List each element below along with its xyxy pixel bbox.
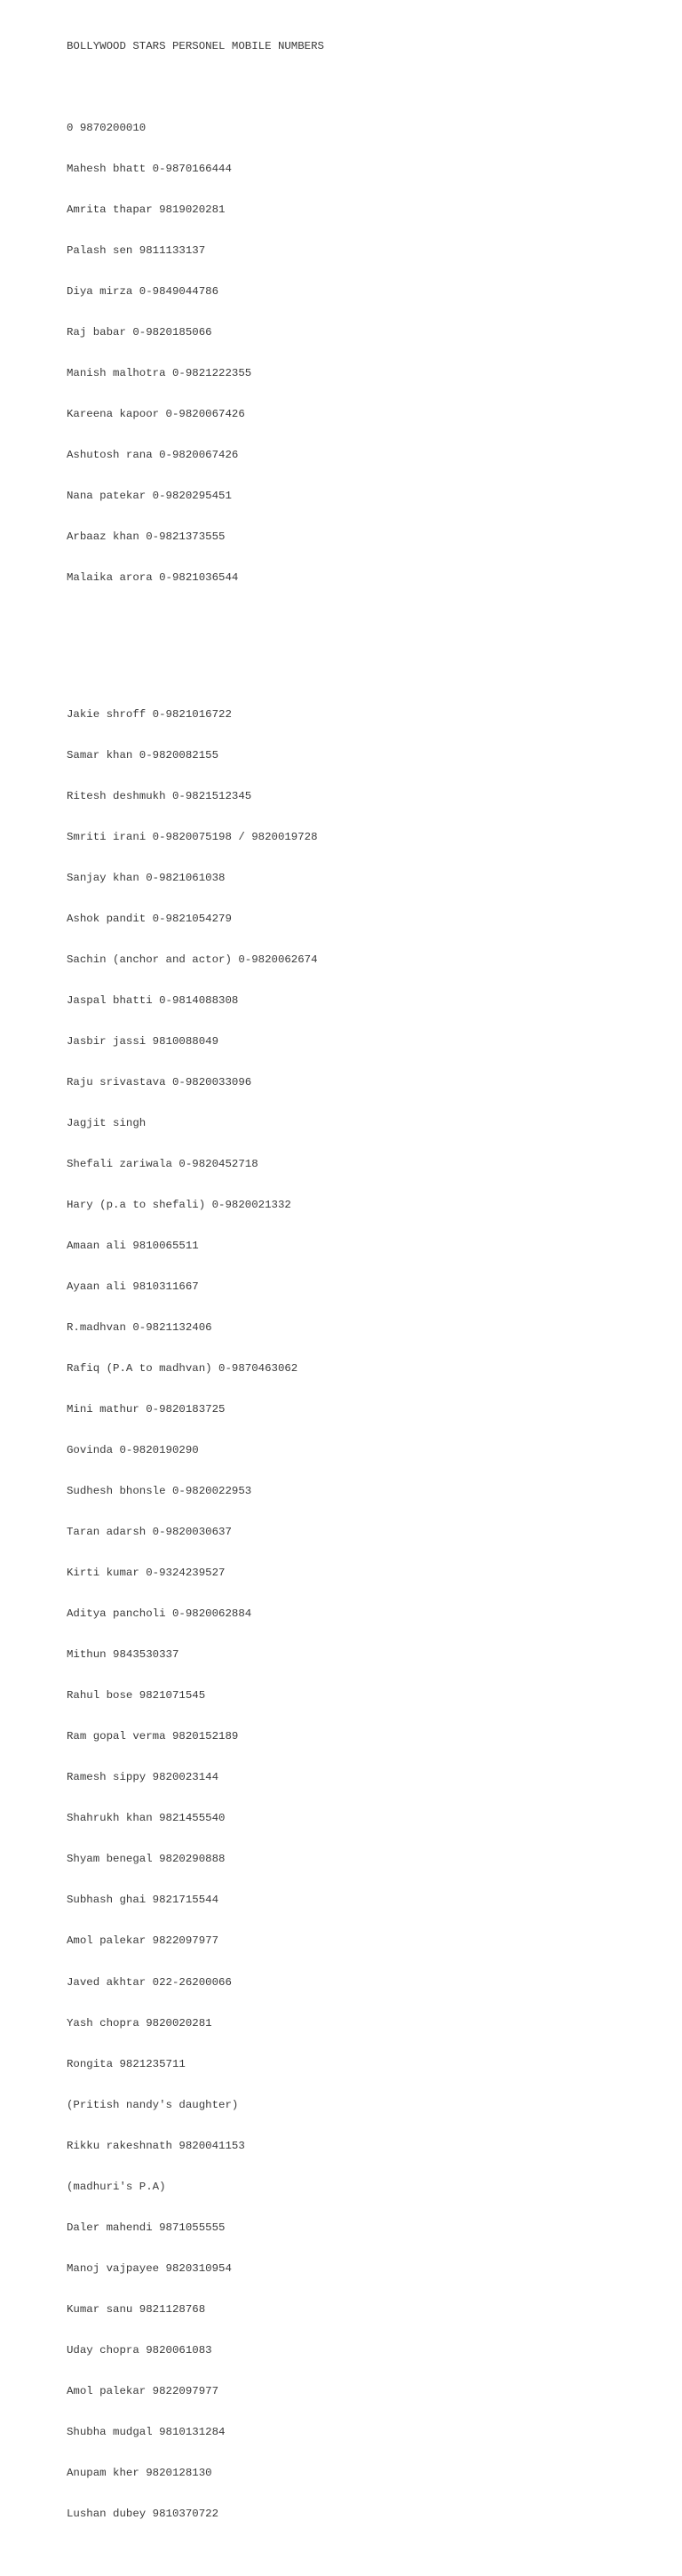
contact-line: Manoj vajpayee 9820310954 (67, 2261, 232, 2275)
contact-line: Shubha mudgal 9810131284 (67, 2425, 226, 2438)
contact-line: Smriti irani 0-9820075198 / 9820019728 (67, 830, 318, 843)
contact-line: Jakie shroff 0-9821016722 (67, 707, 232, 721)
contact-line: Sachin (anchor and actor) 0-9820062674 (67, 953, 318, 966)
contact-line: Ayaan ali 9810311667 (67, 1280, 199, 1293)
contact-line: Lushan dubey 9810370722 (67, 2507, 219, 2520)
contact-line: Amaan ali 9810065511 (67, 1239, 199, 1252)
contact-line: Jaspal bhatti 0-9814088308 (67, 993, 239, 1007)
contact-line: Amol palekar 9822097977 (67, 1934, 219, 1948)
contact-line: Ritesh deshmukh 0-9821512345 (67, 789, 252, 802)
contact-line: Rikku rakeshnath 9820041153 (67, 2139, 245, 2152)
contact-line: Samar khan 0-9820082155 (67, 748, 219, 762)
paragraph-gap (67, 640, 324, 653)
contact-line: 0 9870200010 (67, 121, 147, 134)
contact-line: Anupam kher 9820128130 (67, 2466, 212, 2479)
contact-line: Javed akhtar 022-26200066 (67, 1975, 232, 1989)
contact-line: Ram gopal verma 9820152189 (67, 1730, 239, 1743)
contact-line: Kirti kumar 0-9324239527 (67, 1567, 226, 1580)
contact-line: (madhuri's P.A) (67, 2180, 166, 2193)
contact-list-group-1 (67, 94, 324, 612)
contact-line: Amol palekar 9822097977 (67, 2384, 219, 2397)
contact-line: Rongita 9821235711 (67, 2057, 186, 2070)
contact-line: Palash sen 9811133137 (67, 243, 206, 257)
contact-line: Jasbir jassi 9810088049 (67, 1034, 219, 1048)
contact-line: Rafiq (P.A to madhvan) 0-9870463062 (67, 1362, 298, 1376)
contact-line: Taran adarsh 0-9820030637 (67, 1526, 232, 1539)
contact-line: Hary (p.a to shefali) 0-9820021332 (67, 1198, 291, 1211)
contact-line: Shyam benegal 9820290888 (67, 1853, 226, 1866)
contact-line: Shefali zariwala 0-9820452718 (67, 1157, 258, 1170)
contact-line: Malaika arora 0-9821036544 (67, 571, 239, 585)
contact-line: Diya mirza 0-9849044786 (67, 284, 219, 298)
contact-line: Uday chopra 9820061083 (67, 2343, 212, 2357)
contact-line: Subhash ghai 9821715544 (67, 1894, 219, 1907)
contact-line: Mahesh bhatt 0-9870166444 (67, 162, 232, 175)
contact-line: Amrita thapar 9819020281 (67, 203, 226, 216)
contact-line: Nana patekar 0-9820295451 (67, 490, 232, 503)
contact-line: Sanjay khan 0-9821061038 (67, 871, 226, 884)
contact-line: Ashutosh rana 0-9820067426 (67, 449, 239, 461)
contact-line: Rahul bose 9821071545 (67, 1689, 206, 1703)
contact-line: Shahrukh khan 9821455540 (67, 1812, 226, 1825)
contact-line: R.madhvan 0-9821132406 (67, 1321, 212, 1334)
contact-line: Mithun 9843530337 (67, 1648, 179, 1662)
contact-list-group-2 (67, 681, 324, 2548)
contact-line: Arbaaz khan 0-9821373555 (67, 530, 226, 544)
contact-line: Kumar sanu 9821128768 (67, 2302, 206, 2316)
contact-line: Yash chopra 9820020281 (67, 2016, 212, 2030)
contact-line: Manish malhotra 0-9821222355 (67, 366, 252, 379)
contact-line: Daler mahendi 9871055555 (67, 2221, 226, 2234)
contact-line: Govinda 0-9820190290 (67, 1444, 199, 1457)
contact-line: Aditya pancholi 0-9820062884 (67, 1607, 252, 1621)
contact-line: Raju srivastava 0-9820033096 (67, 1075, 252, 1089)
contact-line: Ashok pandit 0-9821054279 (67, 912, 232, 925)
contact-line: Raj babar 0-9820185066 (67, 325, 212, 339)
contact-line: Kareena kapoor 0-9820067426 (67, 407, 245, 420)
contact-line: Jagjit singh (67, 1116, 147, 1129)
contact-line: (Pritish nandy's daughter) (67, 2098, 239, 2111)
document-title: BOLLYWOOD STARS PERSONEL MOBILE NUMBERS (67, 39, 324, 52)
contact-line: Ramesh sippy 9820023144 (67, 1771, 219, 1784)
contact-line: Sudhesh bhonsle 0-9820022953 (67, 1485, 252, 1498)
document-text (67, 12, 324, 2576)
contact-line: Mini mathur 0-9820183725 (67, 1403, 226, 1416)
